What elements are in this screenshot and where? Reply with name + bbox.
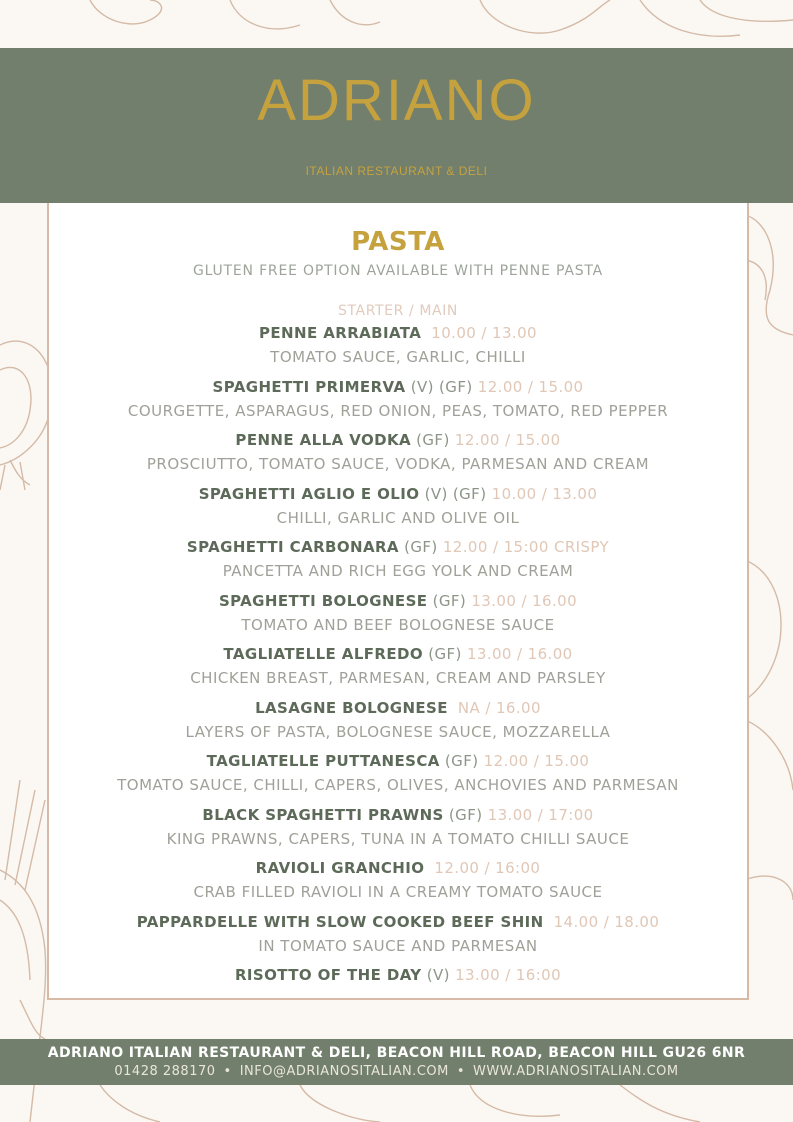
- item-price: 10.00 / 13.00: [431, 324, 537, 342]
- item-description: KING PRAWNS, CAPERS, TUNA IN A TOMATO CHILLI SAUCE: [166, 829, 630, 848]
- menu-item: [49, 321, 747, 375]
- item-description: IN TOMATO SAUCE AND PARMESAN: [258, 936, 538, 955]
- footer-phone[interactable]: 01428 288170: [114, 1064, 216, 1079]
- item-price: 12.00 / 15:00 CRISPY: [442, 538, 610, 556]
- menu-item: [49, 375, 747, 429]
- item-price: 14.00 / 18.00: [553, 912, 660, 931]
- menu-panel: [47, 203, 749, 1000]
- menu-items-list: [49, 321, 747, 1017]
- item-price: 13.00 / 16:00: [455, 966, 562, 984]
- item-description: LAYERS OF PASTA, BOLOGNESE SAUCE, MOZZARELLA: [185, 722, 611, 741]
- item-name: TAGLIATELLE PUTTANESCA: [206, 752, 440, 770]
- item-dietary-tags: (V) (GF): [410, 377, 473, 396]
- item-name: SPAGHETTI AGLIO E OLIO: [198, 484, 420, 503]
- item-dietary-tags: (V): [426, 966, 450, 984]
- item-price: 12.00 / 15.00: [483, 752, 590, 770]
- item-name: BLACK SPAGHETTI PRAWNS: [202, 805, 444, 824]
- menu-item: [49, 642, 747, 696]
- item-price: 13.00 / 16.00: [466, 645, 573, 663]
- menu-item: [49, 482, 747, 536]
- menu-item: [49, 428, 747, 482]
- item-description: CHICKEN BREAST, PARMESAN, CREAM AND PARSLEY: [190, 669, 606, 687]
- section-title: PASTA: [351, 227, 445, 257]
- item-name: RAVIOLI GRANCHIO: [255, 859, 425, 877]
- item-name: SPAGHETTI BOLOGNESE: [218, 591, 428, 610]
- brand-tagline: ITALIAN RESTAURANT & DELI: [305, 164, 488, 178]
- menu-item: [49, 589, 747, 643]
- item-price: 13.00 / 16.00: [471, 591, 578, 610]
- footer-email-link[interactable]: INFO@ADRIANOSITALIAN.COM: [239, 1064, 449, 1079]
- item-description: COURGETTE, ASPARAGUS, RED ONION, PEAS, TOMATO, RED PEPPER: [127, 401, 669, 420]
- item-price: 13.00 / 17:00: [487, 805, 594, 824]
- price-column-header: STARTER / MAIN: [337, 303, 459, 319]
- footer-website-link[interactable]: WWW.ADRIANOSITALIAN.COM: [473, 1064, 679, 1079]
- footer-band: [0, 1039, 793, 1085]
- footer-contact-line: [0, 1064, 793, 1079]
- item-name: SPAGHETTI CARBONARA: [186, 538, 399, 556]
- item-description: TOMATO AND BEEF BOLOGNESE SAUCE: [241, 615, 555, 634]
- menu-item: [49, 910, 747, 964]
- item-dietary-tags: (GF): [444, 752, 479, 770]
- item-name: PENNE ALLA VODKA: [235, 431, 411, 449]
- menu-item: [49, 963, 747, 1017]
- item-name: PAPPARDELLE WITH SLOW COOKED BEEF SHIN: [136, 912, 544, 931]
- menu-item: [49, 535, 747, 589]
- item-price: NA / 16.00: [457, 698, 541, 717]
- item-dietary-tags: (GF): [416, 431, 450, 449]
- menu-item: [49, 696, 747, 750]
- footer-address: ADRIANO ITALIAN RESTAURANT & DELI, BEACON HILL ROAD, BEACON HILL GU26 6NR: [47, 1045, 746, 1061]
- item-dietary-tags: (GF): [404, 538, 438, 556]
- item-price: 12.00 / 16:00: [434, 859, 541, 877]
- item-description: TOMATO SAUCE, CHILLI, CAPERS, OLIVES, ANCHOVIES AND PARMESAN: [117, 776, 679, 794]
- item-dietary-tags: (GF): [428, 645, 462, 663]
- item-name: LASAGNE BOLOGNESE: [255, 698, 448, 717]
- item-price: 10.00 / 13.00: [491, 484, 598, 503]
- item-description: CHILLI, GARLIC AND OLIVE OIL: [276, 508, 520, 527]
- item-name: PENNE ARRABIATA: [259, 324, 422, 342]
- item-name: RISOTTO OF THE DAY: [234, 966, 422, 984]
- brand-logo-text: ADRIANO: [257, 68, 536, 133]
- menu-item: [49, 856, 747, 910]
- item-description: PANCETTA AND RICH EGG YOLK AND CREAM: [222, 562, 574, 580]
- item-dietary-tags: (V) (GF): [424, 484, 487, 503]
- menu-item: [49, 749, 747, 803]
- menu-item: [49, 803, 747, 857]
- footer-separator: •: [223, 1064, 232, 1079]
- footer-separator: •: [456, 1064, 466, 1079]
- header-band: [0, 48, 793, 203]
- item-price: 12.00 / 15.00: [477, 377, 584, 396]
- item-price: 12.00 / 15.00: [454, 431, 561, 449]
- item-dietary-tags: (GF): [448, 805, 483, 824]
- item-description: CRAB FILLED RAVIOLI IN A CREAMY TOMATO SAUCE: [193, 883, 603, 901]
- item-name: SPAGHETTI PRIMERVA: [212, 377, 406, 396]
- section-subtitle: GLUTEN FREE OPTION AVAILABLE WITH PENNE PASTA: [192, 263, 604, 279]
- item-description: PROSCIUTTO, TOMATO SAUCE, VODKA, PARMESAN AND CREAM: [146, 455, 650, 473]
- item-dietary-tags: (GF): [432, 591, 467, 610]
- item-description: TOMATO SAUCE, GARLIC, CHILLI: [270, 348, 526, 366]
- item-name: TAGLIATELLE ALFREDO: [223, 645, 424, 663]
